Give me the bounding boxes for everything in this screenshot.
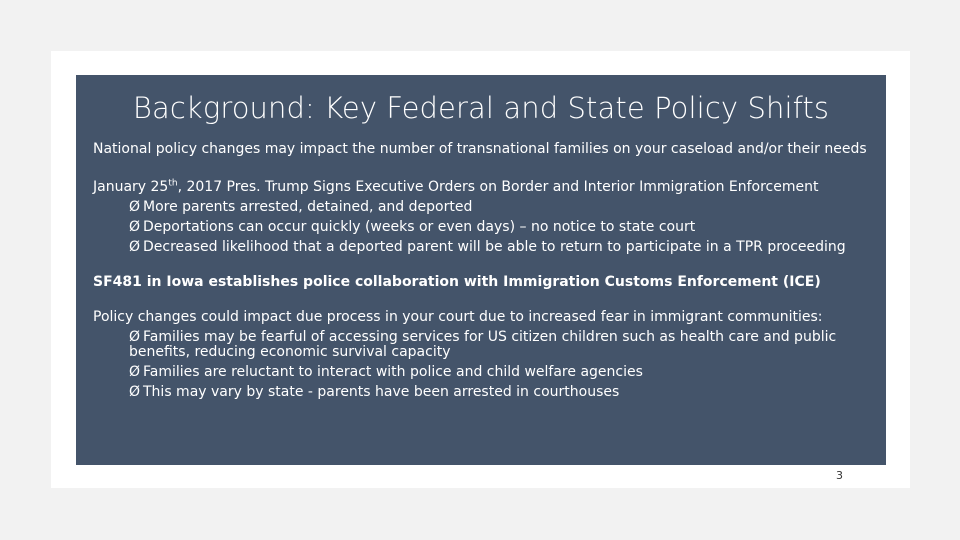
slide-body: [93, 142, 873, 400]
arrow-bullet-icon: Ø: [129, 364, 141, 380]
slide: [51, 51, 910, 488]
page-number: 3: [836, 469, 843, 482]
sf481-paragraph: SF481 in Iowa establishes police collaboration with Immigration Customs Enforcement (ICE): [93, 274, 821, 290]
arrow-bullet-icon: Ø: [129, 219, 141, 235]
arrow-bullet-icon: Ø: [129, 384, 141, 400]
arrow-bullet-icon: Ø: [129, 329, 141, 345]
arrow-bullet-icon: Ø: [129, 199, 141, 215]
list-item: Ø More parents arrested, detained, and deported: [129, 199, 473, 215]
intro-paragraph: National policy changes may impact the number of transnational families on your caseload and/or their needs: [93, 141, 867, 157]
eo-text-suffix: , 2017 Pres. Trump Signs Executive Orders on Border and Interior Immigration Enforcement: [177, 179, 819, 195]
eo-date-superscript: th: [168, 178, 178, 189]
list-item: Ø Families are reluctant to interact with police and child welfare agencies: [129, 364, 643, 380]
eo-date-prefix: January 25: [93, 179, 169, 195]
slide-title: Background: Key Federal and State Policy Shifts: [132, 91, 830, 125]
arrow-bullet-icon: Ø: [129, 239, 141, 255]
list-item: Ø This may vary by state - parents have been arrested in courthouses: [129, 384, 620, 400]
executive-order-paragraph: [93, 180, 873, 195]
list-item: Ø Deportations can occur quickly (weeks or even days) – no notice to state court: [129, 219, 696, 235]
policy-paragraph: Policy changes could impact due process in your court due to increased fear in immigrant communities:: [93, 309, 823, 325]
list-item: Ø Decreased likelihood that a deported parent will be able to return to participate in a TPR proceeding: [129, 239, 846, 255]
policy-bullet-list: [93, 330, 873, 400]
content-panel: [76, 75, 886, 465]
eo-bullet-list: [93, 200, 873, 255]
list-item: Ø Families may be fearful of accessing services for US citizen children such as health care and public benefits, reducing economic survival capacity: [129, 329, 837, 360]
